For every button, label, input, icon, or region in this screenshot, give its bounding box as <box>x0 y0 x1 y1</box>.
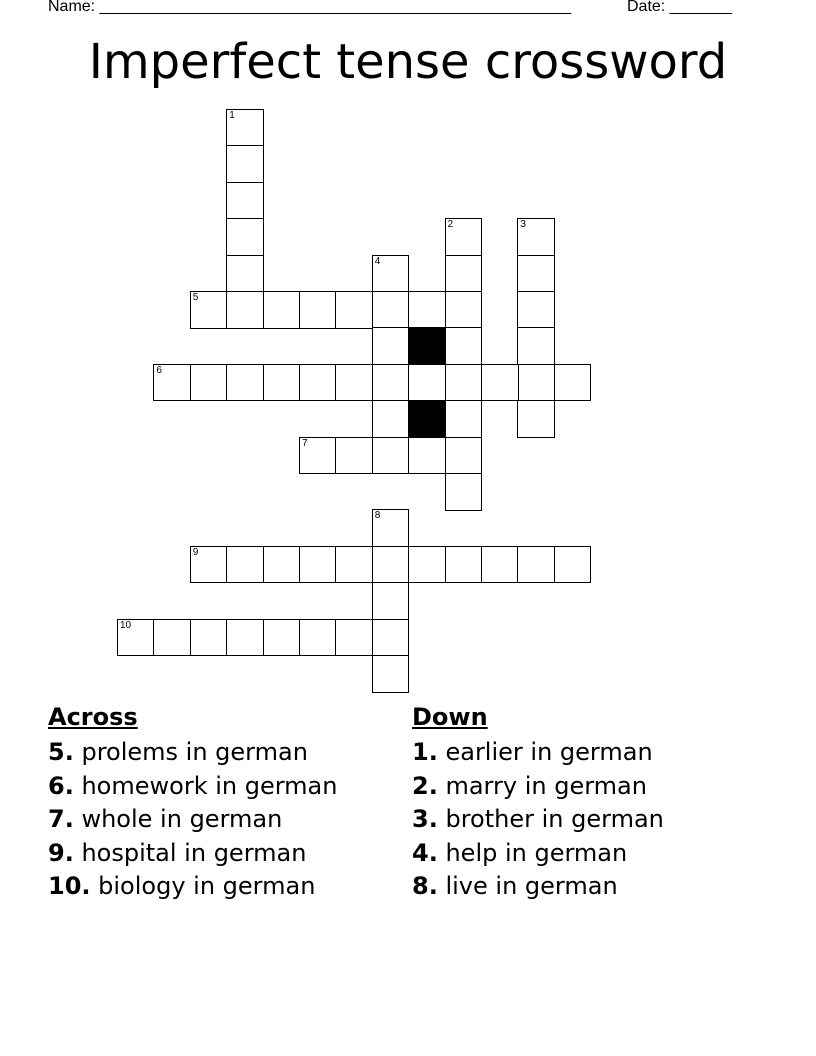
crossword-cell[interactable] <box>408 364 446 402</box>
crossword-cell[interactable] <box>190 619 228 657</box>
clue-text: hospital in german <box>81 838 307 867</box>
across-clue <box>48 736 337 770</box>
crossword-cell[interactable] <box>117 619 155 657</box>
crossword-cell[interactable] <box>445 546 483 584</box>
clue-text: prolems in german <box>81 738 308 766</box>
crossword-cell[interactable] <box>335 619 373 657</box>
crossword-cell[interactable] <box>372 437 410 475</box>
crossword-cell[interactable] <box>335 437 373 475</box>
down-clue <box>412 770 664 804</box>
clue-number: 3. <box>412 805 438 833</box>
crossword-cell[interactable] <box>299 364 337 402</box>
crossword-cell[interactable] <box>226 255 264 293</box>
clue-text: earlier in german <box>445 738 653 766</box>
crossword-cell[interactable] <box>372 364 410 402</box>
cell-number: 8 <box>374 510 381 522</box>
clue-number: 2. <box>412 771 438 800</box>
crossword-cell[interactable] <box>517 546 555 584</box>
crossword-cell[interactable] <box>372 546 410 584</box>
crossword-block-cell <box>408 327 446 365</box>
clue-text: help in german <box>445 838 628 867</box>
crossword-cell[interactable] <box>226 364 264 402</box>
crossword-cell[interactable] <box>190 546 228 584</box>
down-clue <box>412 870 664 904</box>
crossword-cell[interactable] <box>372 582 410 620</box>
clue-text: live in german <box>445 872 618 900</box>
crossword-cell[interactable] <box>335 546 373 584</box>
crossword-cell[interactable] <box>299 619 337 657</box>
crossword-cell[interactable] <box>372 255 410 293</box>
crossword-cell[interactable] <box>153 619 191 657</box>
clue-number: 7. <box>48 805 74 833</box>
crossword-cell[interactable] <box>408 291 446 329</box>
clue-number: 4. <box>412 838 438 867</box>
down-heading: Down <box>412 703 488 731</box>
crossword-cell[interactable] <box>445 437 483 475</box>
across-clue <box>48 770 337 804</box>
clue-text: brother in german <box>445 805 664 833</box>
crossword-cell[interactable] <box>445 291 483 329</box>
crossword-cell[interactable] <box>481 364 519 402</box>
crossword-cell[interactable] <box>153 364 191 402</box>
crossword-cell[interactable] <box>517 218 555 256</box>
down-clue <box>412 736 664 770</box>
crossword-cell[interactable] <box>517 291 555 329</box>
across-clue <box>48 803 337 837</box>
crossword-cell[interactable] <box>226 619 264 657</box>
cell-number: 7 <box>302 437 308 449</box>
crossword-cell[interactable] <box>299 437 337 475</box>
clue-number: 10. <box>48 872 91 900</box>
clue-number: 9. <box>48 838 74 867</box>
name-field-line: Name: _____________________________________________________ <box>48 0 572 15</box>
clue-text: marry in german <box>445 771 647 800</box>
crossword-cell[interactable] <box>517 327 555 365</box>
down-clue <box>412 837 664 871</box>
crossword-cell[interactable] <box>481 546 519 584</box>
crossword-cell[interactable] <box>335 291 373 329</box>
clue-text: whole in german <box>81 805 283 833</box>
crossword-cell[interactable] <box>372 327 410 365</box>
crossword-cell[interactable] <box>226 182 264 220</box>
crossword-cell[interactable] <box>263 546 301 584</box>
cell-number: 4 <box>374 255 381 267</box>
crossword-cell[interactable] <box>372 619 410 657</box>
crossword-cell[interactable] <box>263 619 301 657</box>
clue-number: 5. <box>48 738 74 766</box>
down-clue <box>412 803 664 837</box>
crossword-cell[interactable] <box>299 291 337 329</box>
crossword-cell[interactable] <box>226 145 264 183</box>
crossword-cell[interactable] <box>517 364 555 402</box>
cell-number: 2 <box>447 219 454 231</box>
clue-text: biology in german <box>98 872 316 900</box>
crossword-cell[interactable] <box>445 218 483 256</box>
cell-number: 9 <box>192 546 199 558</box>
across-clue <box>48 870 337 904</box>
crossword-cell[interactable] <box>445 364 483 402</box>
clue-number: 6. <box>48 771 74 800</box>
crossword-cell[interactable] <box>517 255 555 293</box>
crossword-cell[interactable] <box>445 327 483 365</box>
crossword-cell[interactable] <box>408 546 446 584</box>
cell-number: 6 <box>156 364 162 376</box>
cell-number: 1 <box>229 110 235 121</box>
crossword-cell[interactable] <box>263 364 301 402</box>
crossword-cell[interactable] <box>517 400 555 438</box>
date-field-line: Date: _______ <box>627 0 732 15</box>
crossword-cell[interactable] <box>554 364 592 402</box>
crossword-cell[interactable] <box>226 546 264 584</box>
crossword-cell[interactable] <box>408 437 446 475</box>
across-heading: Across <box>48 703 138 731</box>
cell-number: 5 <box>192 292 199 303</box>
clue-text: homework in german <box>81 771 338 800</box>
down-clues <box>412 702 664 904</box>
crossword-cell[interactable] <box>445 400 483 438</box>
across-clues <box>48 702 337 904</box>
page-title: Imperfect tense crossword <box>88 34 728 90</box>
crossword-cell[interactable] <box>226 218 264 256</box>
crossword-cell[interactable] <box>372 291 410 329</box>
cell-number: 10 <box>120 619 132 631</box>
crossword-cell[interactable] <box>226 291 264 329</box>
crossword-cell[interactable] <box>372 655 410 693</box>
crossword-cell[interactable] <box>445 473 483 511</box>
crossword-cell[interactable] <box>445 255 483 293</box>
crossword-cell[interactable] <box>372 400 410 438</box>
crossword-cell[interactable] <box>263 291 301 329</box>
crossword-cell[interactable] <box>554 546 592 584</box>
crossword-cell[interactable] <box>372 509 410 547</box>
crossword-cell[interactable] <box>335 364 373 402</box>
crossword-cell[interactable] <box>190 364 228 402</box>
crossword-cell[interactable] <box>299 546 337 584</box>
cell-number: 3 <box>520 219 526 231</box>
clue-number: 8. <box>412 872 438 900</box>
crossword-block-cell <box>408 400 446 438</box>
clue-number: 1. <box>412 738 438 766</box>
crossword-cell[interactable] <box>226 109 264 147</box>
across-clue <box>48 837 337 871</box>
crossword-cell[interactable] <box>190 291 228 329</box>
